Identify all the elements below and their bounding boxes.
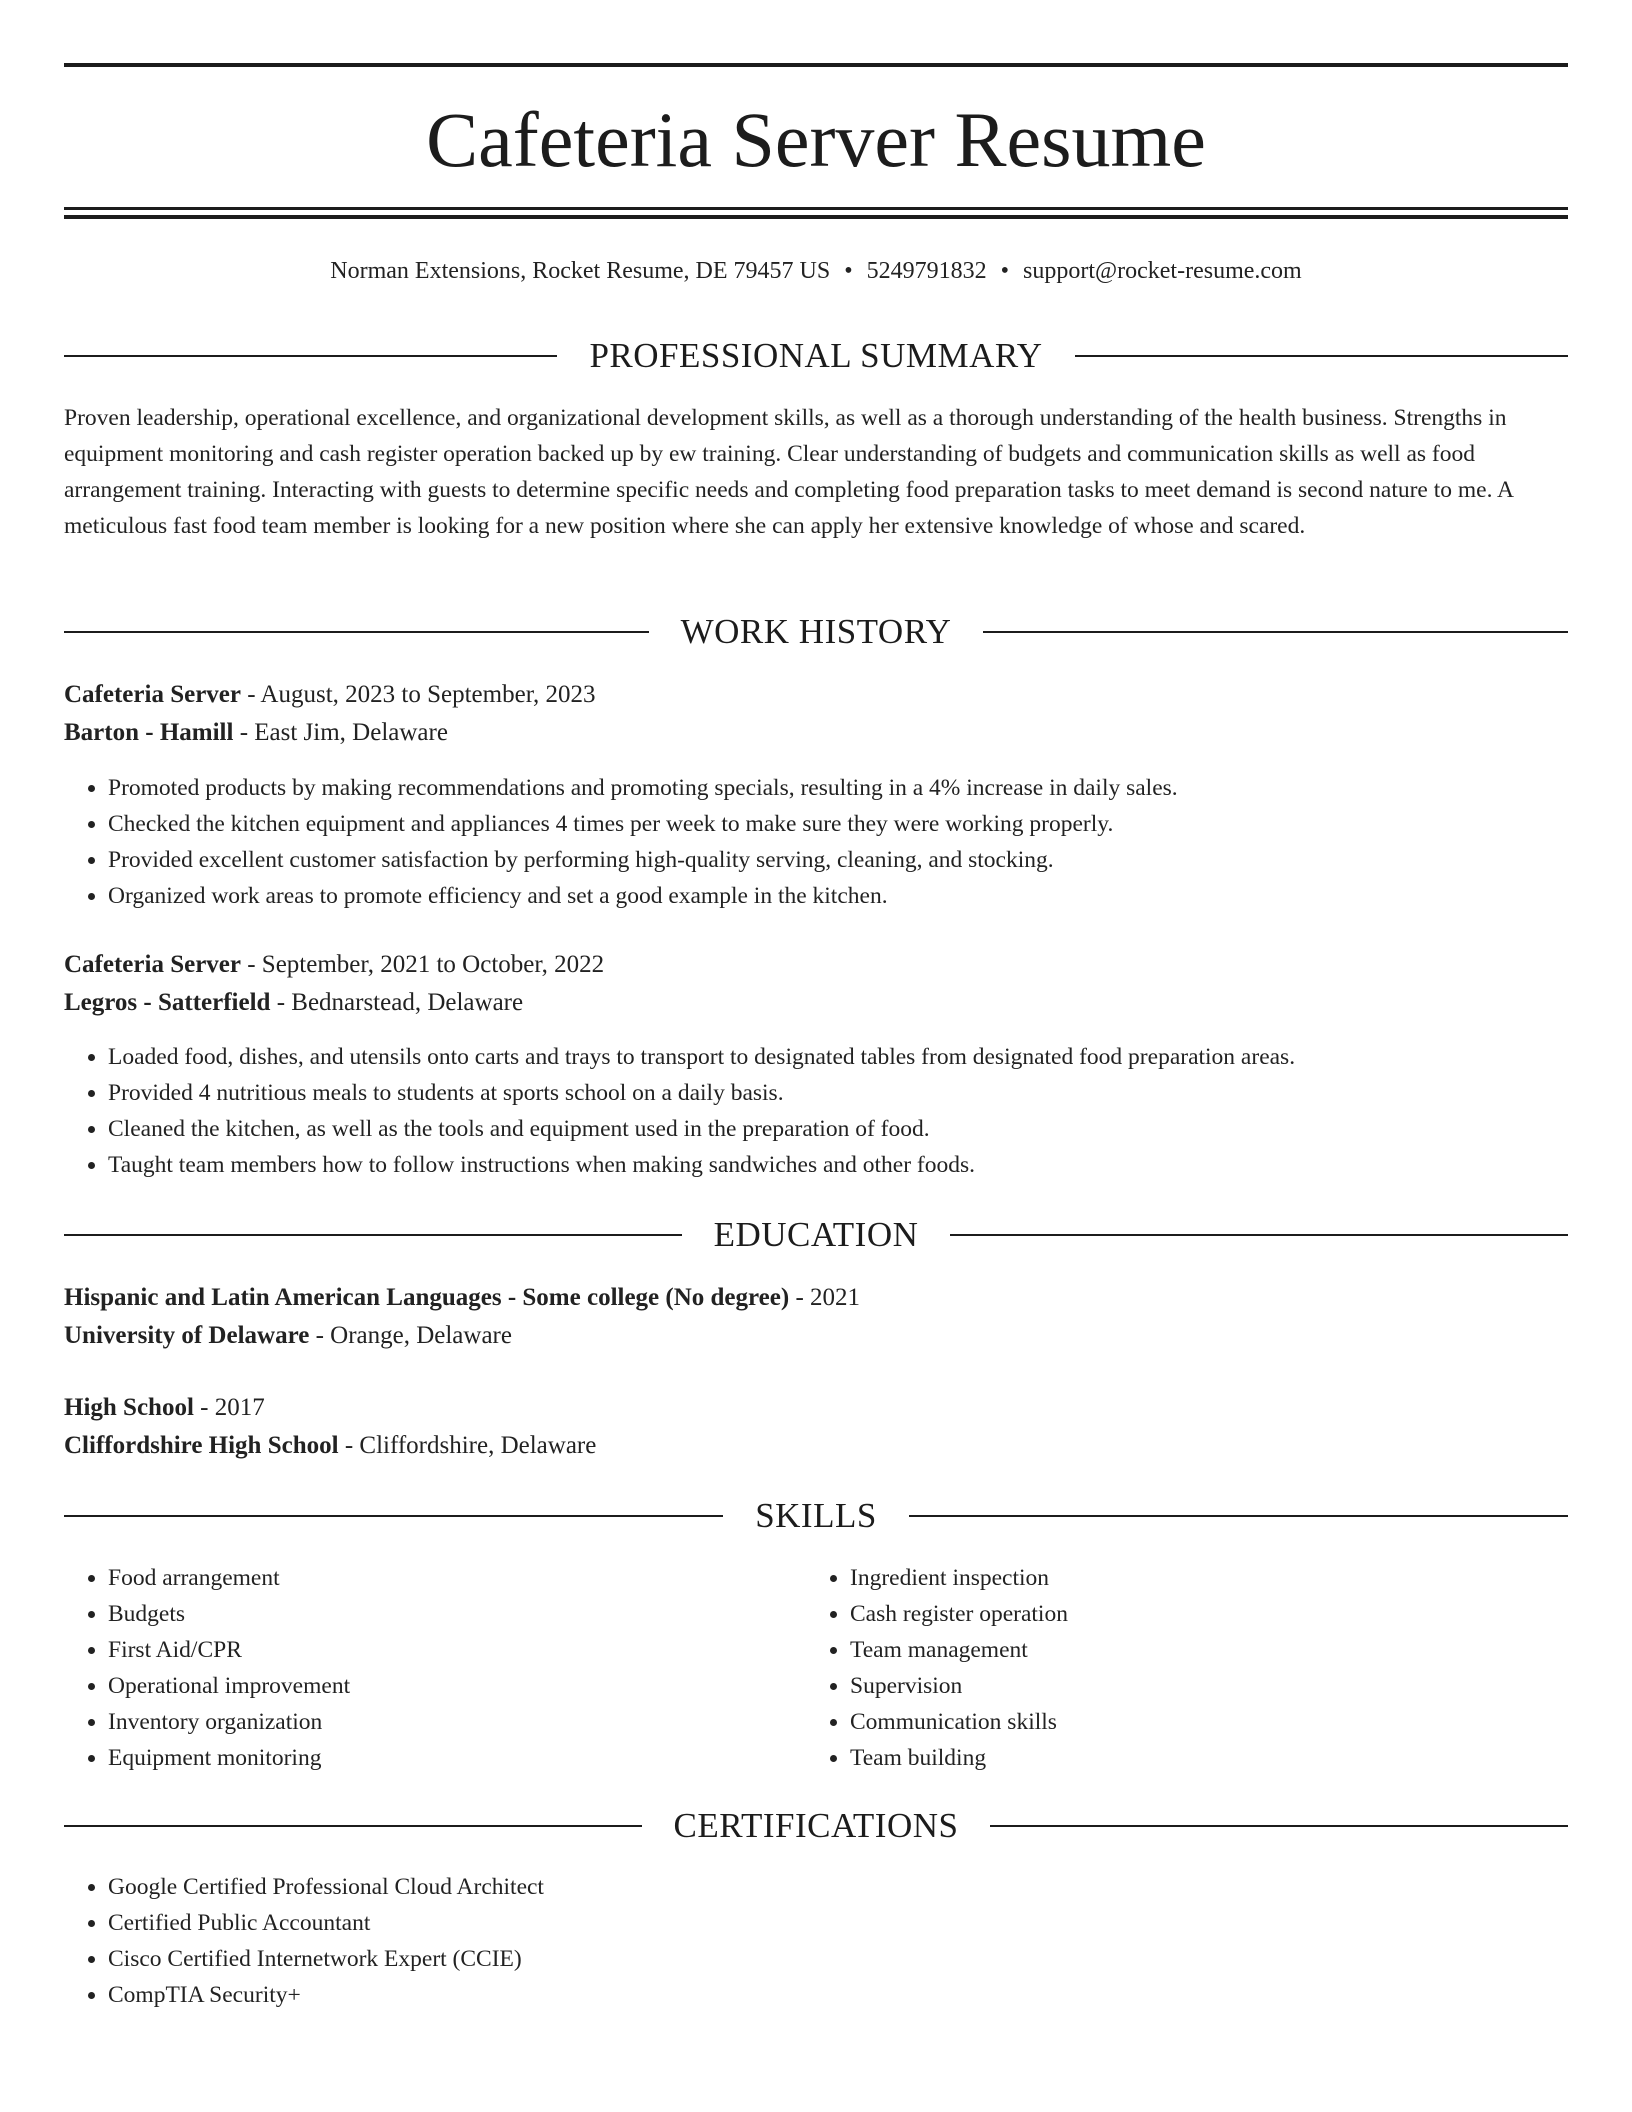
list-item: • Communication skills	[850, 1704, 1550, 1740]
section-heading-work	[64, 610, 1568, 654]
section-title: PROFESSIONAL SUMMARY	[589, 336, 1043, 375]
heading-rule	[950, 1234, 1568, 1236]
list-item: • First Aid/CPR	[108, 1632, 808, 1668]
contact-separator: •	[1000, 258, 1010, 284]
section-title: CERTIFICATIONS	[673, 1806, 959, 1845]
heading-rule	[64, 355, 557, 357]
list-item: • Promoted products by making recommendations and promoting specials, resulting in a 4% increase in daily sales.	[108, 770, 1568, 806]
heading-rule	[1075, 355, 1568, 357]
education-location: - Orange, Delaware	[309, 1322, 512, 1349]
list-item: • Provided excellent customer satisfaction by performing high-quality serving, cleaning, and stocking.	[108, 842, 1568, 878]
section-title: WORK HISTORY	[680, 612, 952, 651]
education-year: - 2017	[193, 1394, 265, 1421]
contact-address: Norman Extensions, Rocket Resume, DE 79457 US	[330, 258, 831, 284]
title-rule-upper	[64, 207, 1568, 210]
contact-line	[64, 255, 1568, 287]
education-school: Cliffordshire High School	[64, 1432, 339, 1459]
contact-separator: •	[844, 258, 853, 284]
list-item: • Inventory organization	[108, 1704, 808, 1740]
section-title: EDUCATION	[713, 1215, 919, 1254]
list-item: • Team building	[850, 1740, 1550, 1776]
heading-rule	[64, 1234, 682, 1236]
list-item: • Equipment monitoring	[108, 1740, 808, 1776]
list-item: • Certified Public Accountant	[108, 1905, 1568, 1941]
education-school-line	[64, 1429, 596, 1463]
education-school-line	[64, 1319, 512, 1353]
job-title-line	[64, 948, 604, 982]
list-item: • Ingredient inspection	[850, 1560, 1550, 1596]
heading-rule	[64, 1515, 723, 1517]
list-item: • Food arrangement	[108, 1560, 808, 1596]
job-company: Barton - Hamill	[64, 719, 234, 746]
education-degree-line	[64, 1281, 860, 1315]
resume-title: Cafeteria Server Resume	[426, 96, 1206, 183]
list-item: • Provided 4 nutritious meals to students at sports school on a daily basis.	[108, 1075, 1568, 1111]
job-company: Legros - Satterfield	[64, 989, 271, 1016]
list-item: • Team management	[850, 1632, 1550, 1668]
job-title: Cafeteria Server	[64, 681, 241, 708]
section-heading-summary	[64, 334, 1568, 378]
job-dates: - August, 2023 to September, 2023	[240, 681, 596, 708]
education-degree: Hispanic and Latin American Languages - Some college (No degree)	[64, 1284, 790, 1311]
job-company-line	[64, 716, 448, 750]
education-school: University of Delaware	[64, 1322, 310, 1349]
job-dates: - September, 2021 to October, 2022	[240, 951, 605, 978]
list-item: • Organized work areas to promote efficiency and set a good example in the kitchen.	[108, 878, 1568, 914]
list-item: • Operational improvement	[108, 1668, 808, 1704]
education-year: - 2021	[789, 1284, 861, 1311]
education-location: - Cliffordshire, Delaware	[338, 1432, 597, 1459]
contact-phone: 5249791832	[866, 258, 987, 284]
skills-list-right	[806, 1560, 1550, 1776]
job-bullets	[64, 1039, 1568, 1183]
list-item: • Checked the kitchen equipment and appliances 4 times per week to make sure they were working properly.	[108, 806, 1568, 842]
list-item: • Cash register operation	[850, 1596, 1550, 1632]
list-item: • Cleaned the kitchen, as well as the tools and equipment used in the preparation of food.	[108, 1111, 1568, 1147]
list-item: • Cisco Certified Internetwork Expert (CCIE)	[108, 1941, 1568, 1977]
heading-rule	[990, 1825, 1568, 1827]
job-title: Cafeteria Server	[64, 951, 241, 978]
top-rule	[64, 63, 1568, 67]
contact-email: support@rocket-resume.com	[1023, 258, 1302, 284]
job-bullets	[64, 770, 1568, 914]
list-item: • Budgets	[108, 1596, 808, 1632]
section-heading-certifications	[64, 1804, 1568, 1848]
list-item: • Taught team members how to follow instructions when making sandwiches and other foods.	[108, 1147, 1568, 1183]
job-title-line	[64, 678, 596, 712]
education-degree-line	[64, 1391, 265, 1425]
education-degree: High School	[64, 1394, 194, 1421]
list-item: • Supervision	[850, 1668, 1550, 1704]
heading-rule	[983, 631, 1568, 633]
job-location: - Bednarstead, Delaware	[270, 989, 524, 1016]
section-title: SKILLS	[755, 1496, 877, 1535]
summary-text: Proven leadership, operational excellence, and organizational development skills, as well as a thorough understanding of the health business. Strengths in equipment monitoring and cash register operation backed up by ew training. Clear understanding of budgets and communication skills as well as food arrangement training. Interacting with guests to determine specific needs and completing food preparation tasks to meet demand is second nature to me. A meticulous fast food team member is looking for a new position where she can apply her extensive knowledge of whose and scared.	[64, 405, 1513, 539]
list-item: • Loaded food, dishes, and utensils onto carts and trays to transport to designated tables from designated food preparation areas.	[108, 1039, 1568, 1075]
job-location: - East Jim, Delaware	[233, 719, 448, 746]
heading-rule	[909, 1515, 1568, 1517]
list-item: • Google Certified Professional Cloud Architect	[108, 1869, 1568, 1905]
heading-rule	[64, 631, 649, 633]
skills-list-left	[64, 1560, 808, 1776]
section-heading-education	[64, 1213, 1568, 1257]
certifications-list	[64, 1869, 1568, 2013]
list-item: • CompTIA Security+	[108, 1977, 1568, 2013]
job-company-line	[64, 986, 523, 1020]
title-rule-lower	[64, 215, 1568, 219]
section-heading-skills	[64, 1494, 1568, 1538]
heading-rule	[64, 1825, 642, 1827]
